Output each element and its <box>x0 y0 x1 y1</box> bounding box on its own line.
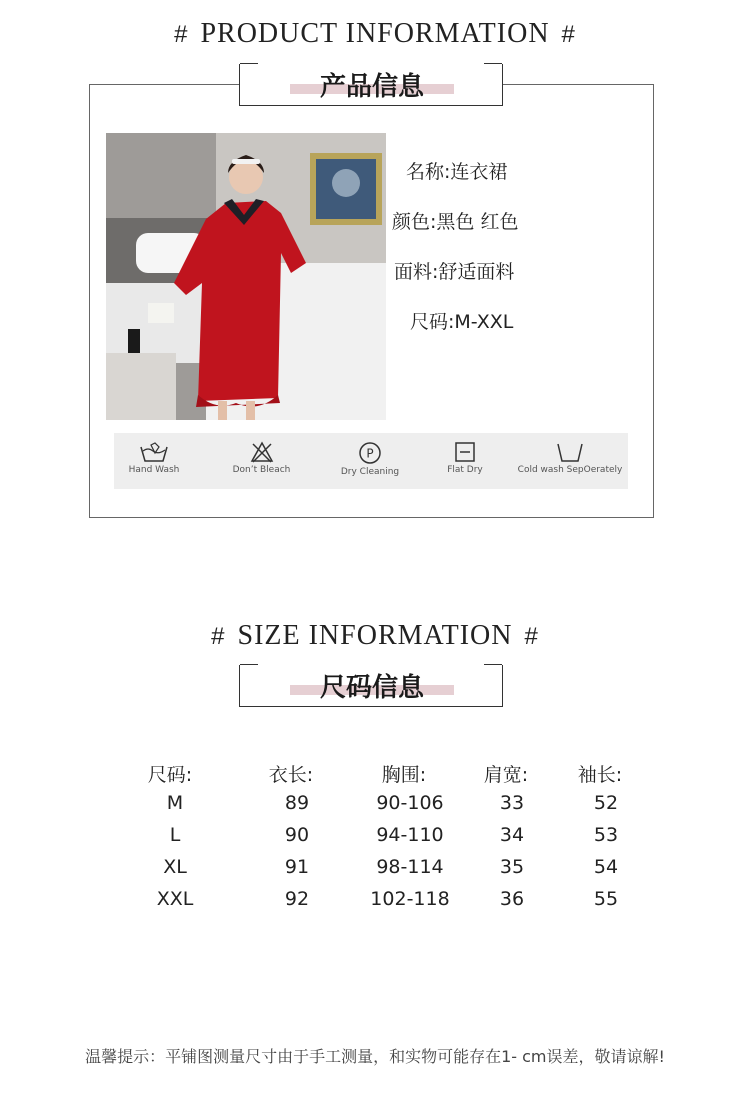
table-header: 袖长: <box>577 764 623 786</box>
spec-label: 名称: <box>406 161 451 183</box>
table-header: 衣长: <box>268 764 314 786</box>
svg-text:P: P <box>366 446 374 461</box>
size-info-title: SIZE INFORMATION <box>237 620 513 651</box>
product-info-heading <box>0 18 750 50</box>
product-photo <box>106 133 386 420</box>
table-cell: 90-106 <box>376 792 444 814</box>
table-cell: 33 <box>499 792 525 814</box>
hash-mark-left: # <box>174 21 189 48</box>
table-header: 尺码: <box>147 764 193 786</box>
care-cold-wash <box>512 433 628 489</box>
hash-mark-right: # <box>561 21 576 48</box>
hash-mark-left: # <box>211 623 226 650</box>
care-dry-cleaning <box>326 433 414 489</box>
spec-fabric-row <box>394 257 514 284</box>
care-label: Dry Cleaning <box>340 467 400 477</box>
product-info-label <box>239 64 503 106</box>
spec-name-row <box>406 157 507 184</box>
table-cell: 35 <box>499 856 525 878</box>
spec-value: 黑色 红色 <box>436 211 519 233</box>
table-cell-size: M <box>166 792 184 814</box>
no-bleach-icon <box>250 441 274 463</box>
hand-wash-icon <box>139 441 169 463</box>
table-cell: 54 <box>593 856 619 878</box>
spec-value: 舒适面料 <box>438 261 515 283</box>
spec-label: 颜色: <box>392 211 437 233</box>
table-cell: 52 <box>593 792 619 814</box>
size-info-label <box>239 665 503 707</box>
table-cell: 55 <box>593 888 619 910</box>
table-header: 胸围: <box>381 764 427 786</box>
table-cell-size: L <box>169 824 181 846</box>
table-cell: 90 <box>284 824 310 846</box>
cold-wash-icon <box>556 441 584 463</box>
care-hand-wash <box>114 433 194 489</box>
table-cell: 102-118 <box>370 888 450 910</box>
care-no-bleach <box>214 433 309 489</box>
spec-label: 尺码: <box>410 311 455 333</box>
care-label: Flat Dry <box>447 465 483 475</box>
spec-value: 连衣裙 <box>450 161 508 183</box>
table-header: 肩宽: <box>483 764 529 786</box>
care-label: Hand Wash <box>128 465 180 475</box>
hash-mark-right: # <box>524 623 539 650</box>
table-cell: 94-110 <box>376 824 444 846</box>
product-info-cn-title: 产品信息 <box>319 72 424 102</box>
table-cell-size: XXL <box>156 888 194 910</box>
dry-cleaning-icon <box>358 441 382 465</box>
table-cell: 91 <box>284 856 310 878</box>
spec-label: 面料: <box>394 261 439 283</box>
size-info-cn-title: 尺码信息 <box>319 673 424 703</box>
product-info-title: PRODUCT INFORMATION <box>200 18 550 49</box>
table-cell: 89 <box>284 792 310 814</box>
table-cell: 53 <box>593 824 619 846</box>
table-cell: 98-114 <box>376 856 444 878</box>
spec-size-row <box>410 307 513 334</box>
spec-color-row <box>392 207 518 234</box>
table-cell: 36 <box>499 888 525 910</box>
product-card <box>89 84 654 518</box>
spec-value: M-XXL <box>454 311 514 333</box>
table-cell-size: XL <box>163 856 187 878</box>
size-info-heading <box>0 620 750 652</box>
measurement-note: 温馨提示：平铺图测量尺寸由于手工测量，和实物可能存在1- cm误差，敬请谅解! <box>85 1047 665 1066</box>
table-cell: 92 <box>284 888 310 910</box>
care-flat-dry <box>430 433 500 489</box>
table-cell: 34 <box>499 824 525 846</box>
care-label: Cold wash SepOerately <box>517 465 623 475</box>
care-instructions <box>114 433 628 489</box>
care-label: Don’t Bleach <box>232 465 291 475</box>
flat-dry-icon <box>454 441 476 463</box>
